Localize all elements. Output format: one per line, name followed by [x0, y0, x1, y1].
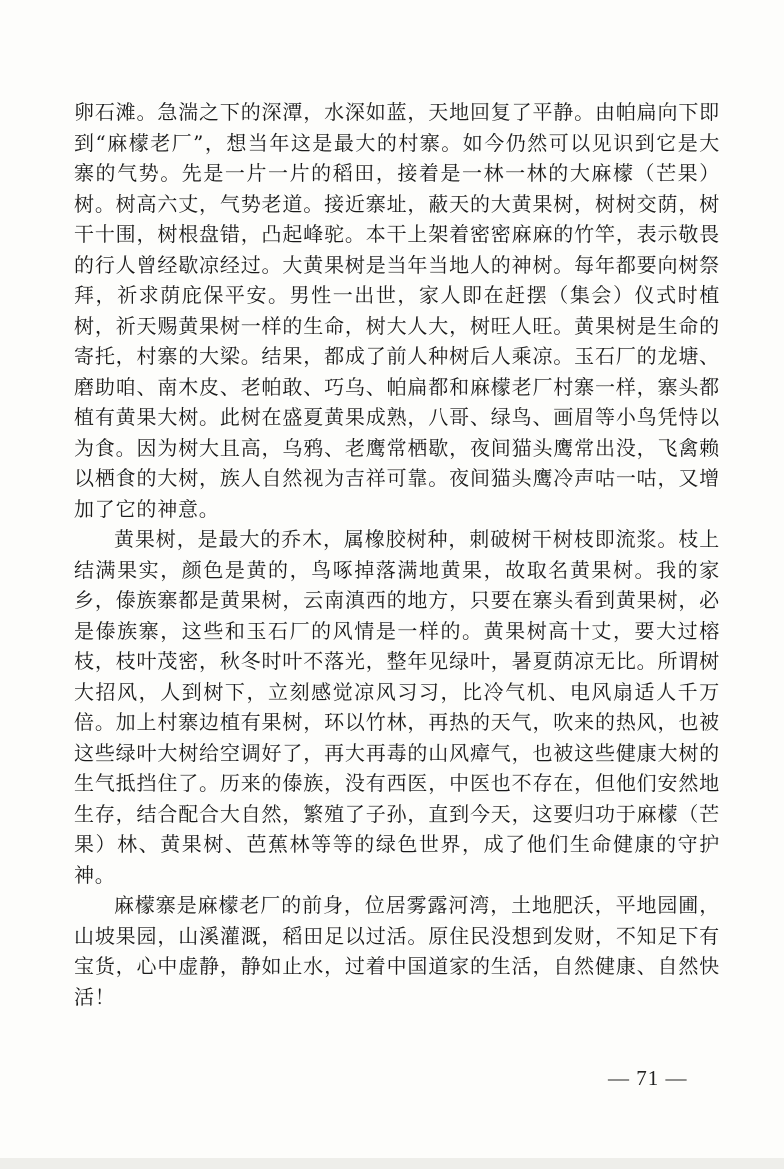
page-number: — 71 — [608, 1066, 688, 1090]
paragraph-1: 卵石滩。急湍之下的深潭，水深如蓝，天地回复了平静。由帕扁向下即到“麻檬老厂”，想当年这是最大的村寨。如今仍然可以见识到它是大寨的气势。先是一片一片的稻田，接着是一林一林的大麻檬（芒果）树。树高六丈，气势老道。接近寨址，蔽天的大黄果树，树树交荫，树干十围，树根盘错，凸起峰驼。本干上架着密密麻麻的竹竿，表示敬畏的行人曾经歇凉经过。大黄果树是当年当地人的神树。每年都要向树祭拜，祈求荫庇保平安。男性一出世，家人即在赶摆（集会）仪式时植树，祈天赐黄果树一样的生命，树大人大，树旺人旺。黄果树是生命的寄托，村寨的大梁。结果，都成了前人种树后人乘凉。玉石厂的龙塘、磨助咱、南木皮、老帕敢、巧乌、帕扁都和麻檬老厂村寨一样，寨头都植有黄果大树。此树在盛夏黄果成熟，八哥、绿鸟、画眉等小鸟凭恃以为食。因为树大且高，乌鸦、老鹰常栖歇，夜间猫头鹰常出没，飞禽赖以栖食的大树，族人自然视为吉祥可靠。夜间猫头鹰冷声咕一咕，又增加了它的神意。 [74, 100, 720, 521]
paragraph-3: 麻檬寨是麻檬老厂的前身，位居雾露河湾，土地肥沃，平地园圃，山坡果园，山溪灌溉，稻田足以过活。原住民没想到发财，不知足下有宝货，心中虚静，静如止水，过着中国道家的生活，自然健康、自然快活！ [74, 893, 720, 1009]
body-text [74, 97, 720, 1012]
page-bottom-edge [0, 1158, 784, 1169]
paragraph-2: 黄果树，是最大的乔木，属橡胶树种，刺破树干树枝即流浆。枝上结满果实，颜色是黄的，鸟啄掉落满地黄果，故取名黄果树。我的家乡，傣族寨都是黄果树，云南滇西的地方，只要在寨头看到黄果树，必是傣族寨，这些和玉石厂的风情是一样的。黄果树高十丈，要大过榕枝，枝叶茂密，秋冬时叶不落光，整年见绿叶，暑夏荫凉无比。所谓树大招风，人到树下，立刻感觉凉风习习，比冷气机、电风扇适人千万倍。加上村寨边植有果树，环以竹林，再热的天气，吹来的热风，也被这些绿叶大树给空调好了，再大再毒的山风瘴气，也被这些健康大树的生气抵挡住了。历来的傣族，没有西医，中医也不存在，但他们安然地生存，结合配合大自然，繁殖了子孙，直到今天，这要归功于麻檬（芒果）林、黄果树、芭蕉林等等的绿色世界，成了他们生命健康的守护神。 [74, 527, 720, 887]
